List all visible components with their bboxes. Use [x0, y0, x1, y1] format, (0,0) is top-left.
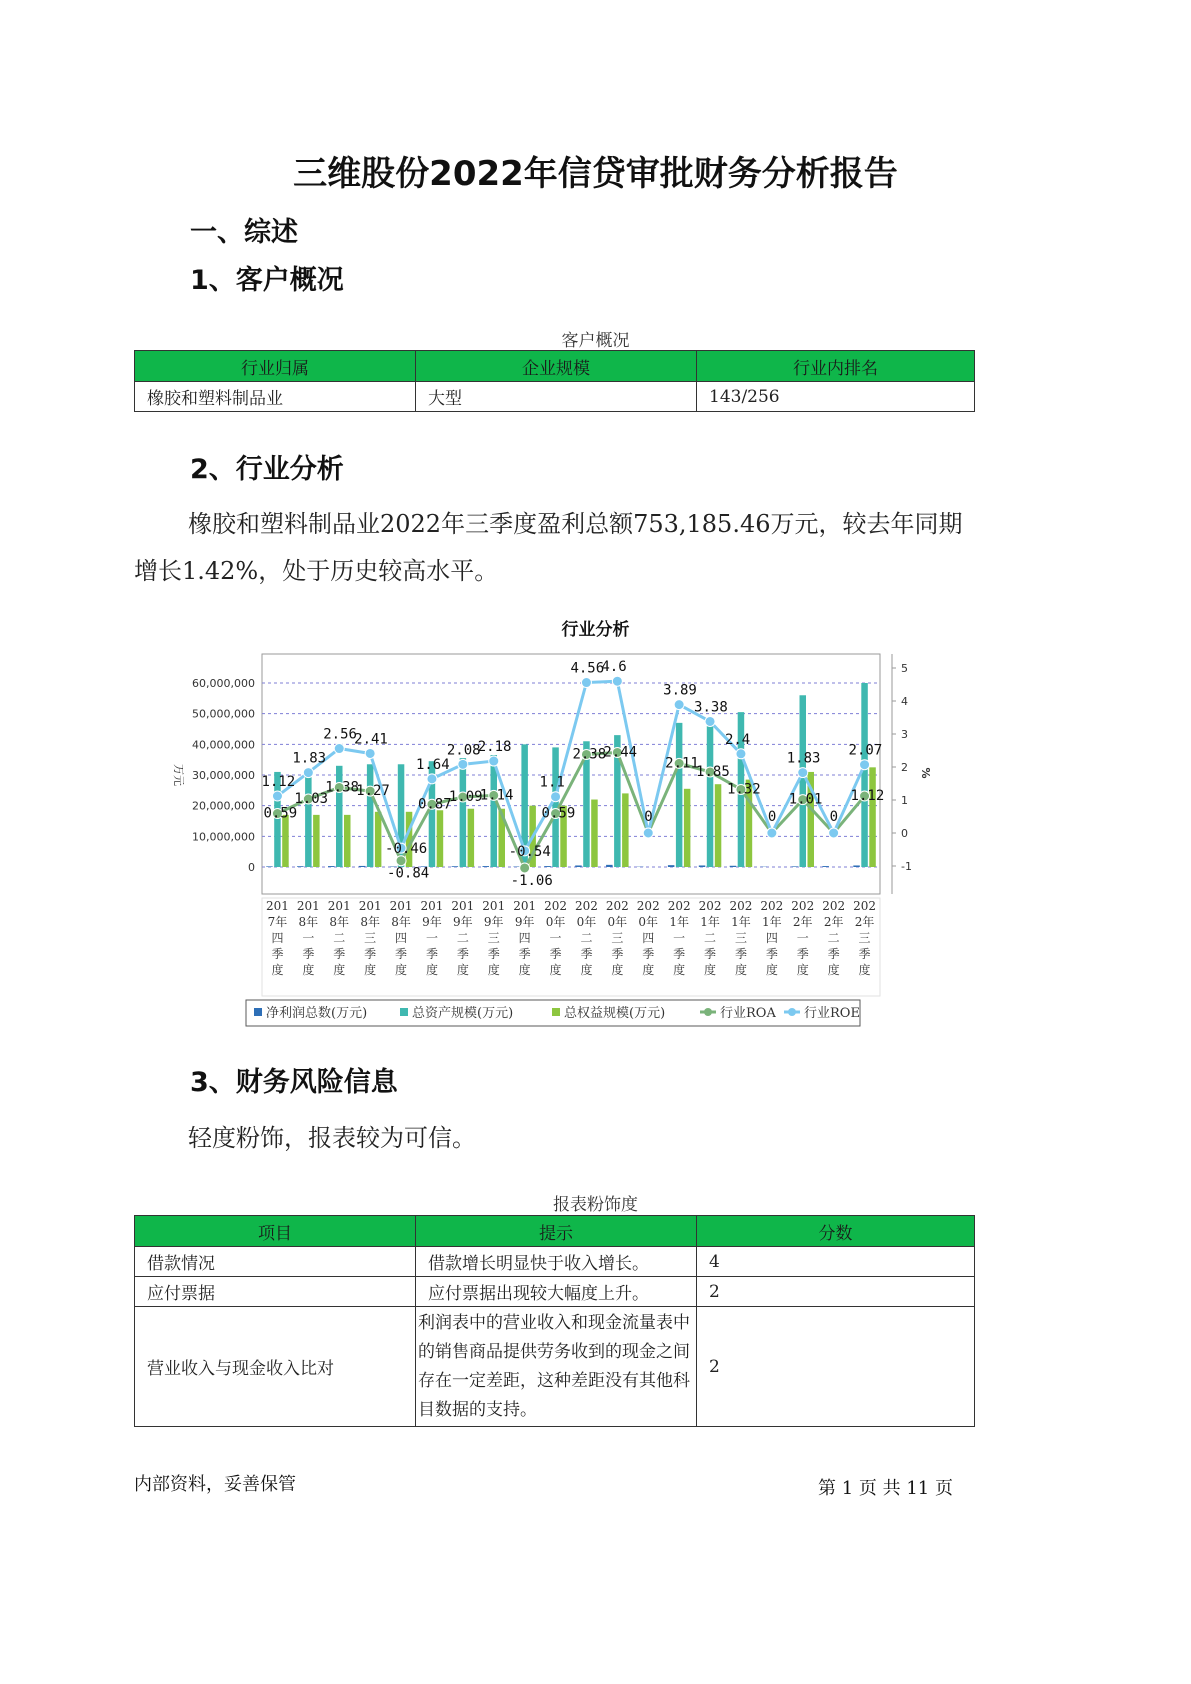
- bar: [699, 865, 706, 867]
- x-tick-label: 201: [265, 899, 289, 913]
- y2-tick-label: 5: [901, 662, 908, 675]
- x-tick-label: 季: [395, 947, 408, 961]
- bar: [730, 866, 737, 867]
- risk-paragraph: 轻度粉饰，报表较为可信。: [188, 1124, 476, 1152]
- bar: [282, 815, 289, 867]
- x-tick-label: 度: [580, 963, 593, 977]
- x-tick-label: 季: [487, 947, 500, 961]
- data-label: -1.06: [510, 872, 553, 889]
- x-tick-label: 8年: [360, 915, 380, 929]
- data-label: 4.56: [570, 660, 605, 677]
- x-tick-label: 8年: [391, 915, 411, 929]
- x-tick-label: 202: [822, 899, 846, 913]
- table-row: [135, 1277, 975, 1307]
- line-point: [551, 792, 561, 802]
- x-tick-label: 季: [734, 947, 747, 961]
- data-label: 1.32: [726, 781, 761, 798]
- bar: [715, 784, 722, 867]
- bar: [313, 815, 320, 867]
- x-tick-label: 三: [611, 931, 624, 945]
- x-tick-label: 季: [827, 947, 840, 961]
- x-tick-label: 四: [765, 931, 778, 945]
- x-tick-label: 1年: [700, 915, 720, 929]
- x-tick-label: 度: [549, 963, 562, 977]
- risk-item: 借款情况: [135, 1247, 416, 1277]
- data-label: -0.84: [387, 865, 430, 882]
- bar: [822, 866, 829, 867]
- data-label: 1.64: [415, 756, 450, 773]
- cell-size: 大型: [416, 382, 697, 412]
- line-point: [427, 774, 437, 784]
- line-point: [829, 828, 839, 838]
- x-tick-label: 2年: [823, 915, 844, 929]
- risk-score: 2: [697, 1277, 975, 1307]
- y-tick-label: 10,000,000: [192, 830, 255, 844]
- legend-swatch: [400, 1008, 408, 1016]
- bar: [483, 866, 490, 867]
- customer-table: [134, 350, 975, 412]
- data-label: 2.56: [323, 726, 357, 743]
- bar: [707, 726, 714, 867]
- section-heading-overview: 一、综述: [190, 217, 298, 248]
- y2-tick-label: 2: [901, 761, 908, 774]
- bar: [305, 769, 312, 867]
- x-tick-label: 201: [389, 899, 413, 913]
- x-tick-label: 季: [642, 947, 655, 961]
- x-tick-label: 一: [302, 931, 315, 945]
- x-tick-label: 季: [673, 947, 686, 961]
- x-tick-label: 一: [425, 931, 438, 945]
- x-tick-label: 度: [858, 963, 871, 977]
- y2-tick-label: 1: [901, 794, 908, 807]
- y-tick-label: 30,000,000: [192, 769, 255, 782]
- customer-table-caption: 客户概况: [561, 331, 630, 351]
- x-tick-label: 7年: [267, 915, 288, 929]
- line-point: [272, 791, 282, 801]
- bar: [266, 866, 273, 867]
- bar: [684, 789, 691, 867]
- risk-hint: 利润表中的营业收入和现金流量表中的销售商品提供劳务收到的现金之间存在一定差距，这种差距没有其他科目数据的支持。: [416, 1307, 697, 1427]
- x-tick-label: 9年: [453, 915, 473, 929]
- header-score: 分数: [697, 1216, 975, 1247]
- x-tick-label: 二: [704, 931, 717, 945]
- bar: [591, 800, 598, 867]
- bar: [606, 865, 613, 867]
- x-tick-label: 一: [549, 931, 562, 945]
- x-tick-label: 202: [544, 899, 568, 913]
- legend-label: 总资产规模(万元): [412, 1006, 514, 1021]
- cell-industry: 橡胶和塑料制品业: [135, 382, 416, 412]
- x-tick-label: 度: [796, 963, 809, 977]
- bar: [328, 866, 335, 867]
- risk-score: 4: [697, 1247, 975, 1277]
- data-label: 1.09: [448, 789, 483, 806]
- chart-title: 行业分析: [561, 620, 630, 640]
- x-tick-label: 202: [853, 899, 877, 913]
- x-tick-label: 度: [765, 963, 778, 977]
- x-tick-label: 四: [271, 931, 284, 945]
- bar: [344, 815, 351, 867]
- line-point: [520, 863, 530, 873]
- bar: [367, 764, 374, 867]
- x-tick-label: 202: [729, 899, 753, 913]
- data-label: 1.03: [294, 791, 329, 808]
- x-tick-label: 四: [642, 931, 655, 945]
- table-row: [135, 1247, 975, 1277]
- x-tick-label: 201: [296, 899, 320, 913]
- legend-swatch: [704, 1008, 712, 1016]
- x-tick-label: 季: [611, 947, 624, 961]
- x-tick-label: 度: [704, 963, 717, 977]
- bar: [437, 810, 444, 867]
- x-tick-label: 202: [574, 899, 598, 913]
- x-tick-label: 度: [425, 963, 438, 977]
- data-label: 3.38: [694, 699, 728, 716]
- x-tick-label: 201: [513, 899, 537, 913]
- report-title: 三维股份2022年信贷审批财务分析报告: [293, 154, 898, 194]
- data-label: 2.11: [665, 755, 699, 772]
- data-label: -0.46: [385, 841, 428, 858]
- data-label: 1.83: [292, 750, 327, 767]
- x-tick-label: 季: [518, 947, 531, 961]
- line-point: [860, 760, 870, 770]
- x-tick-label: 季: [425, 947, 438, 961]
- y2-tick-label: -1: [901, 860, 912, 873]
- bar: [861, 683, 868, 867]
- line-point: [334, 744, 344, 754]
- bar: [792, 866, 799, 867]
- x-tick-label: 9年: [514, 915, 535, 929]
- x-tick-label: 2年: [854, 915, 875, 929]
- y-tick-label: 40,000,000: [192, 738, 255, 752]
- x-tick-label: 202: [791, 899, 815, 913]
- x-tick-label: 度: [456, 963, 469, 977]
- x-tick-label: 201: [420, 899, 444, 913]
- x-tick-label: 季: [271, 947, 284, 961]
- data-label: 1.38: [325, 779, 359, 796]
- data-label: 1.1: [539, 774, 565, 791]
- line-point: [365, 748, 375, 758]
- x-tick-label: 四: [518, 931, 531, 945]
- plot-area: [262, 654, 880, 894]
- x-tick-label: 202: [760, 899, 784, 913]
- x-tick-label: 0年: [638, 915, 659, 929]
- line-point: [736, 749, 746, 759]
- x-tick-label: 度: [302, 963, 315, 977]
- y2-axis-title: %: [919, 767, 932, 779]
- x-tick-label: 季: [302, 947, 315, 961]
- footer-page-number: 第 1 页 共 11 页: [818, 1478, 953, 1499]
- x-tick-label: 度: [734, 963, 747, 977]
- header-hint: 提示: [416, 1216, 697, 1247]
- industry-paragraph: 橡胶和塑料制品业2022年三季度盈利总额753,185.46万元，较去年同期增长1.42%，处于历史较高水平。: [134, 510, 963, 585]
- x-tick-label: 季: [333, 947, 346, 961]
- line-point: [674, 700, 684, 710]
- legend-swatch: [552, 1008, 560, 1016]
- data-label: 0.59: [541, 805, 576, 822]
- x-tick-label: 201: [482, 899, 506, 913]
- risk-item: 应付票据: [135, 1277, 416, 1307]
- table-row: [135, 1307, 975, 1427]
- data-label: 2.38: [572, 746, 607, 763]
- x-tick-label: 2年: [792, 915, 813, 929]
- line-point: [612, 676, 622, 686]
- x-tick-label: 202: [636, 899, 660, 913]
- section-heading-customer: 1、客户概况: [190, 265, 344, 296]
- x-tick-label: 度: [364, 963, 377, 977]
- x-tick-label: 度: [518, 963, 531, 977]
- data-label: 2.07: [848, 742, 883, 759]
- x-tick-label: 0年: [607, 915, 628, 929]
- line-point: [581, 678, 591, 688]
- risk-score: 2: [697, 1307, 975, 1427]
- legend-label: 行业ROA: [720, 1006, 776, 1021]
- x-tick-label: 季: [796, 947, 809, 961]
- x-tick-label: 三: [487, 931, 500, 945]
- bar: [575, 865, 582, 867]
- data-label: 1.12: [261, 774, 296, 791]
- x-tick-label: 季: [765, 947, 778, 961]
- line-point: [303, 768, 313, 778]
- x-tick-label: 季: [580, 947, 593, 961]
- x-tick-label: 二: [456, 931, 469, 945]
- x-tick-label: 季: [704, 947, 717, 961]
- x-tick-label: 一: [796, 931, 809, 945]
- x-tick-label: 201: [327, 899, 351, 913]
- line-point: [489, 756, 499, 766]
- data-label: 1.14: [479, 787, 514, 804]
- x-tick-label: 二: [333, 931, 346, 945]
- x-tick-label: 季: [549, 947, 562, 961]
- legend-swatch: [788, 1008, 796, 1016]
- legend-label: 净利润总数(万元): [266, 1006, 368, 1021]
- bar: [668, 865, 675, 867]
- bar: [676, 723, 683, 867]
- risk-table: [134, 1215, 975, 1427]
- x-tick-label: 9年: [483, 915, 504, 929]
- line-point: [396, 856, 406, 866]
- x-tick-label: 0年: [576, 915, 597, 929]
- header-rank: 行业内排名: [697, 351, 975, 382]
- data-label: 0.59: [263, 805, 298, 822]
- risk-item: 营业收入与现金收入比对: [135, 1307, 416, 1427]
- data-label: 4.6: [601, 659, 627, 676]
- data-label: 2.4: [724, 731, 751, 748]
- y2-tick-label: 4: [901, 695, 908, 708]
- data-label: 2.41: [354, 731, 388, 748]
- x-tick-label: 度: [487, 963, 500, 977]
- x-tick-label: 三: [364, 931, 377, 945]
- x-tick-label: 三: [734, 931, 747, 945]
- data-label: 1.12: [850, 788, 885, 805]
- x-tick-label: 202: [605, 899, 629, 913]
- line-point: [798, 768, 808, 778]
- line-point: [767, 828, 777, 838]
- x-tick-label: 度: [611, 963, 624, 977]
- x-tick-label: 8年: [298, 915, 319, 929]
- bar: [297, 866, 304, 867]
- y2-tick-label: 0: [901, 827, 908, 840]
- y-tick-label: 50,000,000: [192, 707, 255, 721]
- data-label: 1.01: [788, 791, 823, 808]
- header-item: 项目: [135, 1216, 416, 1247]
- x-tick-label: 9年: [422, 915, 442, 929]
- y2-tick-label: 3: [901, 728, 908, 741]
- line-point: [705, 716, 715, 726]
- data-label: 3.89: [663, 682, 697, 699]
- bar: [468, 809, 475, 867]
- x-tick-label: 202: [698, 899, 722, 913]
- data-label: 1.83: [786, 750, 821, 767]
- legend-label: 总权益规模(万元): [564, 1006, 666, 1021]
- bar: [460, 758, 467, 867]
- data-label: -0.54: [508, 843, 551, 860]
- risk-table-caption: 报表粉饰度: [553, 1195, 638, 1215]
- data-label: 2.44: [603, 744, 638, 761]
- x-tick-label: 度: [642, 963, 655, 977]
- x-tick-label: 1年: [669, 915, 689, 929]
- x-tick-label: 季: [364, 947, 377, 961]
- x-tick-label: 1年: [762, 915, 782, 929]
- x-tick-label: 度: [673, 963, 686, 977]
- y-tick-label: 20,000,000: [192, 799, 255, 813]
- footer-confidential: 内部资料，妥善保管: [134, 1474, 296, 1495]
- bar: [853, 865, 860, 867]
- x-tick-label: 三: [858, 931, 871, 945]
- bar: [452, 866, 459, 867]
- bar: [375, 812, 382, 867]
- data-label: 2.18: [477, 739, 512, 756]
- data-label: 2.08: [446, 742, 481, 759]
- bar: [869, 767, 876, 867]
- bar: [622, 793, 629, 867]
- x-tick-label: 度: [395, 963, 408, 977]
- y-tick-label: 0: [248, 861, 255, 874]
- legend-swatch: [254, 1008, 262, 1016]
- x-tick-label: 201: [451, 899, 475, 913]
- x-tick-label: 二: [827, 931, 840, 945]
- bar: [359, 866, 366, 867]
- header-industry: 行业归属: [135, 351, 416, 382]
- y-axis-title: 万元: [172, 764, 185, 786]
- header-size: 企业规模: [416, 351, 697, 382]
- data-label: 0.87: [417, 796, 452, 813]
- data-label: 1.27: [356, 783, 390, 800]
- x-tick-label: 8年: [329, 915, 350, 929]
- risk-hint: 应付票据出现较大幅度上升。: [416, 1277, 697, 1307]
- x-tick-label: 0年: [545, 915, 566, 929]
- legend-label: 行业ROE: [804, 1006, 860, 1021]
- data-label: 1.85: [696, 763, 730, 780]
- data-label: 0: [767, 809, 777, 825]
- x-tick-label: 度: [271, 963, 284, 977]
- line-point: [458, 759, 468, 769]
- data-label: 0: [829, 809, 839, 825]
- x-tick-label: 度: [827, 963, 840, 977]
- bar: [800, 695, 807, 867]
- cell-rank: 143/256: [697, 382, 975, 412]
- industry-chart: [160, 640, 960, 1040]
- line-point: [643, 828, 653, 838]
- bar: [544, 866, 551, 867]
- x-tick-label: 季: [456, 947, 469, 961]
- x-label-box: [262, 898, 880, 996]
- x-tick-label: 202: [667, 899, 691, 913]
- x-tick-label: 度: [333, 963, 346, 977]
- x-tick-label: 一: [673, 931, 686, 945]
- risk-hint: 借款增长明显快于收入增长。: [416, 1247, 697, 1277]
- section-heading-industry: 2、行业分析: [190, 454, 344, 485]
- section-heading-risk: 3、财务风险信息: [190, 1067, 398, 1098]
- data-label: 0: [644, 809, 653, 825]
- y-tick-label: 60,000,000: [192, 677, 255, 690]
- x-tick-label: 季: [858, 947, 871, 961]
- x-tick-label: 二: [580, 931, 593, 945]
- x-tick-label: 1年: [731, 915, 751, 929]
- x-tick-label: 201: [358, 899, 382, 913]
- x-tick-label: 四: [395, 931, 408, 945]
